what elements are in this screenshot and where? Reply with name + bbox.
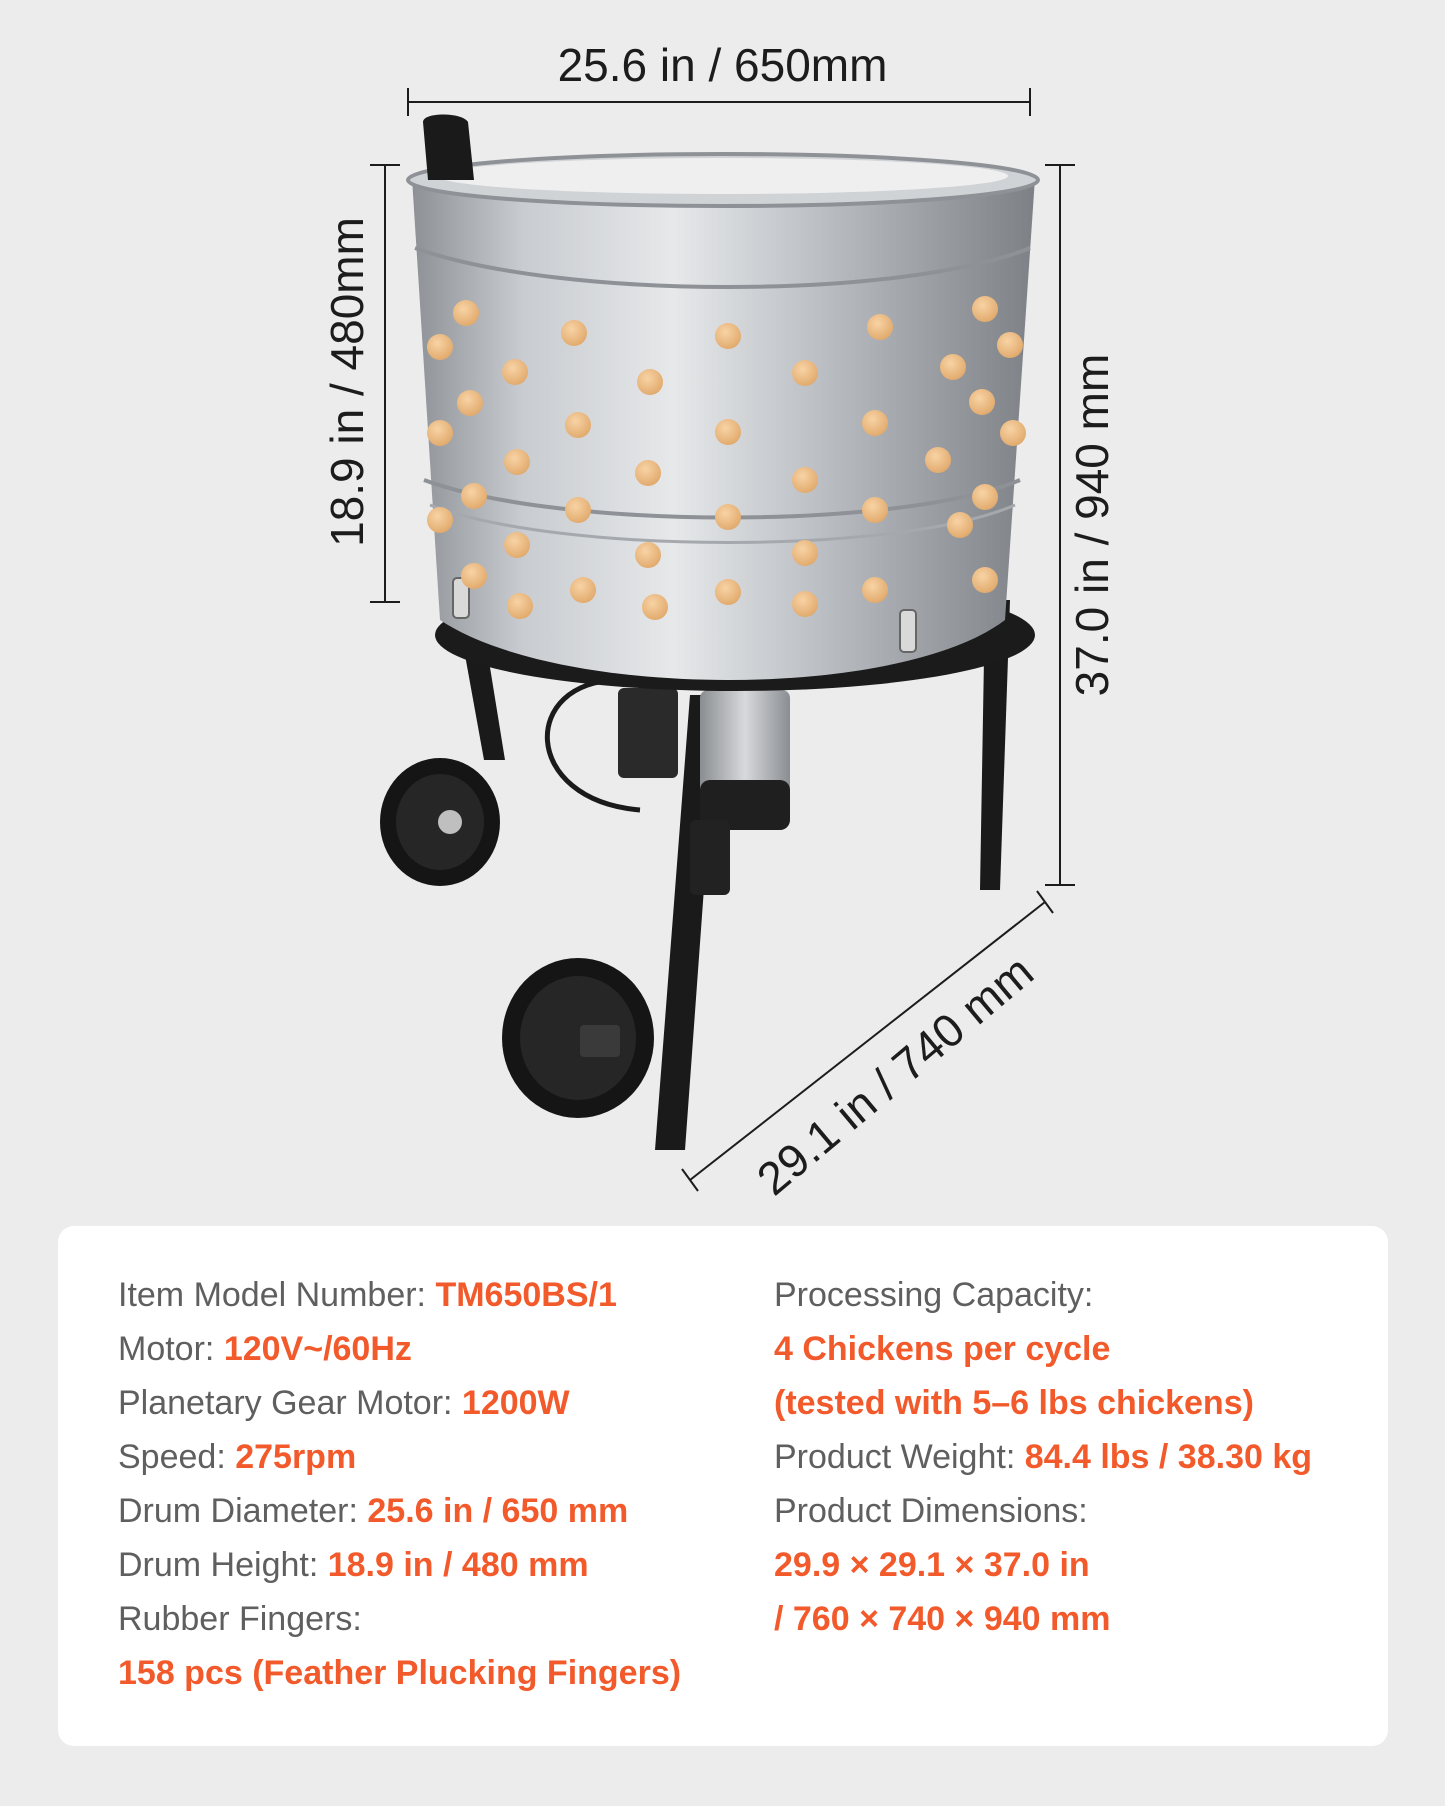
specs-left-column <box>118 1268 681 1700</box>
spec-rubber-fingers-label: Rubber Fingers: <box>118 1600 362 1638</box>
rubber-finger <box>792 467 818 493</box>
rubber-finger <box>565 497 591 523</box>
rubber-finger <box>504 449 530 475</box>
rubber-finger <box>427 334 453 360</box>
rubber-finger <box>792 591 818 617</box>
spec-product-weight: Product Weight: 84.4 lbs / 38.30 kg <box>774 1438 1313 1476</box>
rubber-finger <box>792 540 818 566</box>
rubber-finger <box>453 300 479 326</box>
rubber-finger <box>972 567 998 593</box>
rubber-finger <box>635 542 661 568</box>
spec-capacity-label: Processing Capacity: <box>774 1276 1094 1314</box>
spec-capacity-value: 4 Chickens per cycle <box>774 1330 1111 1368</box>
rubber-finger <box>862 497 888 523</box>
rubber-finger <box>570 577 596 603</box>
drum-height-dimension-label: 18.9 in / 480mm <box>321 217 373 547</box>
depth-dimension-label: 29.1 in / 740 mm <box>747 944 1043 1206</box>
spec-gear-motor: Planetary Gear Motor: 1200W <box>118 1384 570 1422</box>
spec-dimensions-mm: / 760 × 740 × 940 mm <box>774 1600 1111 1638</box>
rubber-finger <box>502 359 528 385</box>
rubber-finger <box>461 483 487 509</box>
rubber-finger <box>972 484 998 510</box>
rubber-finger <box>637 369 663 395</box>
spec-speed: Speed: 275rpm <box>118 1438 357 1476</box>
spec-motor: Motor: 120V~/60Hz <box>118 1330 412 1368</box>
spec-drum-diameter: Drum Diameter: 25.6 in / 650 mm <box>118 1492 629 1530</box>
rubber-finger <box>1000 420 1026 446</box>
rubber-finger <box>972 296 998 322</box>
rubber-finger <box>940 354 966 380</box>
spec-rubber-fingers-value: 158 pcs (Feather Plucking Fingers) <box>118 1654 682 1692</box>
spec-drum-height: Drum Height: 18.9 in / 480 mm <box>118 1546 589 1584</box>
spec-dimensions-label: Product Dimensions: <box>774 1492 1088 1530</box>
specs-right-column <box>774 1268 1312 1646</box>
rubber-finger <box>862 410 888 436</box>
rubber-finger <box>947 512 973 538</box>
rubber-finger <box>427 507 453 533</box>
specifications-card <box>58 1226 1388 1746</box>
rubber-finger <box>792 360 818 386</box>
rubber-finger <box>925 447 951 473</box>
width-dimension-label: 25.6 in / 650mm <box>557 39 888 91</box>
rubber-finger <box>862 577 888 603</box>
spec-model-number: Item Model Number: TM650BS/1 <box>118 1276 617 1314</box>
rubber-finger <box>504 532 530 558</box>
rubber-finger <box>867 314 893 340</box>
rubber-finger <box>457 390 483 416</box>
rubber-finger <box>461 563 487 589</box>
rubber-finger <box>715 579 741 605</box>
total-height-dimension-label: 37.0 in / 940 mm <box>1066 353 1118 697</box>
rubber-finger <box>715 323 741 349</box>
rubber-finger <box>997 332 1023 358</box>
wheel-left <box>380 758 500 886</box>
wheel-right <box>502 958 654 1118</box>
rubber-finger <box>635 460 661 486</box>
spec-dimensions-inches: 29.9 × 29.1 × 37.0 in <box>774 1546 1090 1584</box>
rubber-finger <box>715 419 741 445</box>
rubber-finger <box>642 594 668 620</box>
motor <box>547 680 790 895</box>
rubber-finger <box>427 420 453 446</box>
spec-capacity-note: (tested with 5–6 lbs chickens) <box>774 1384 1254 1422</box>
rubber-finger <box>715 504 741 530</box>
rubber-finger <box>969 389 995 415</box>
drum-handle <box>423 115 474 181</box>
rubber-finger <box>561 320 587 346</box>
rubber-finger <box>507 593 533 619</box>
rubber-finger <box>565 412 591 438</box>
